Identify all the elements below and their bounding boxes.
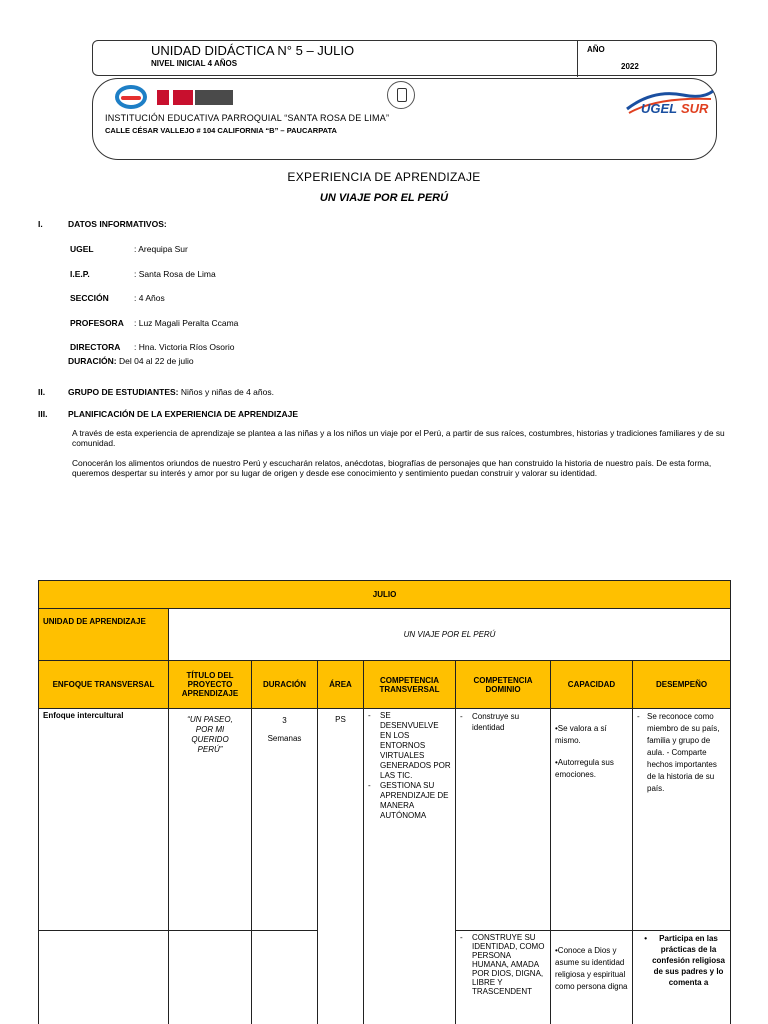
institution-address: CALLE CÉSAR VALLEJO # 104 CALIFORNIA “B” – PAUCARPATA (105, 126, 337, 135)
list-item: - Se reconoce como miembro de su país, familia y grupo de aula. - Comparte hechos importantes de la historia de su país. (637, 712, 720, 793)
section-1-number: I. (38, 219, 43, 229)
capacidad-cell (551, 709, 633, 931)
list-item: - CONSTRUYE SU IDENTIDAD, COMO PERSONA HUMANA, AMADA POR DIOS, DIGNA, LIBRE Y TRASCENDENT (460, 933, 545, 996)
svg-text:SUR: SUR (681, 101, 709, 116)
month-header: JULIO (39, 581, 731, 609)
section-2-heading (38, 387, 274, 397)
ugel-sur-logo-icon (623, 87, 715, 119)
experience-subtitle: UN VIAJE POR EL PERÚ (319, 192, 449, 204)
section-2-number: II. (38, 387, 46, 397)
info-label-seccion: SECCIÓN (70, 293, 109, 303)
area-cell: PS (318, 709, 364, 931)
desempeno-cell-2 (633, 931, 731, 1024)
institution-name: INSTITUCIÓN EDUCATIVA PARROQUIAL “SANTA ROSA DE LIMA” (105, 113, 390, 123)
info-label-iep: I.E.P. (70, 269, 90, 279)
section-2-value: Niños y niñas de 4 años. (178, 387, 274, 397)
duracion-unit: Semanas (267, 734, 302, 743)
comp-dominio-cell (456, 709, 551, 931)
duration-value: Del 04 al 22 de julio (116, 356, 194, 366)
institution-box (92, 78, 717, 160)
section-1-heading (38, 219, 167, 229)
info-value-profesora: : Luz Magali Peralta Ccama (134, 318, 239, 328)
year-value: 2022 (621, 62, 639, 71)
parish-seal-icon (387, 81, 415, 109)
section-3-title: PLANIFICACIÓN DE LA EXPERIENCIA DE APRENDIZAJE (68, 409, 298, 419)
peru-shield-icon (157, 90, 169, 105)
school-logo-icon (115, 85, 147, 109)
empty-cell (252, 931, 318, 1024)
list-item: - Construye su identidad (460, 712, 520, 732)
paragraph-2: Conocerán los alimentos oriundos de nuestro Perú y escucharán relatos, anécdotas, biografías de personajes que han construido la historia de nuestro país. De esta forma, queremos despertar su interés y amor por su lugar de origen y desde ese conocimiento y sentimiento puedan construir y valorar su identidad. (72, 458, 712, 478)
empty-cell (169, 931, 252, 1024)
col-header-titulo: TÍTULO DEL PROYECTO APRENDIZAJE (169, 661, 252, 709)
duracion-cell (252, 709, 318, 931)
info-value-ugel: : Arequipa Sur (134, 244, 188, 254)
unit-header-box (92, 40, 717, 76)
col-header-enfoque: ENFOQUE TRANSVERSAL (39, 661, 169, 709)
section-3-number: III. (38, 409, 48, 419)
desempeno-cell (633, 709, 731, 931)
capacidad-item: •Se valora a sí mismo. (555, 724, 607, 745)
capacidad-item: •Autorregula sus emociones. (555, 758, 614, 779)
enfoque-cell: Enfoque intercultural (39, 709, 169, 931)
unit-level: NIVEL INICIAL 4 AÑOS (151, 59, 238, 68)
duration-line (68, 356, 194, 366)
col-header-capacidad: CAPACIDAD (551, 661, 633, 709)
info-label-ugel: UGEL (70, 244, 94, 254)
empty-cell (39, 931, 169, 1024)
capacidad-cell-2: •Conoce a Dios y asume su identidad religiosa y espiritual como persona digna (551, 931, 633, 1024)
col-header-comp-dominio: COMPETENCIA DOMINIO (456, 661, 551, 709)
unit-label-cell: UNIDAD DE APRENDIZAJE (39, 609, 169, 661)
header-divider (577, 41, 578, 77)
year-label: AÑO (587, 45, 605, 54)
ministry-grey-block (195, 90, 233, 105)
info-label-directora: DIRECTORA (70, 342, 121, 352)
section-1-title: DATOS INFORMATIVOS: (68, 219, 167, 229)
peru-red-block (173, 90, 193, 105)
section-2-title: GRUPO DE ESTUDIANTES: (68, 387, 179, 397)
comp-dominio-cell-2 (456, 931, 551, 1024)
col-header-comp-transversal: COMPETENCIA TRANSVERSAL (364, 661, 456, 709)
info-label-profesora: PROFESORA (70, 318, 124, 328)
experience-title: EXPERIENCIA DE APRENDIZAJE (287, 170, 481, 184)
duracion-number: 3 (282, 716, 287, 725)
list-item: - SE DESENVUELVE EN LOS ENTORNOS VIRTUALES GENERADOS POR LAS TIC. (368, 711, 451, 780)
list-item: - GESTIONA SU APRENDIZAJE DE MANERA AUTÓNOMA (368, 781, 449, 820)
section-3-heading (38, 409, 298, 419)
empty-cell (364, 931, 456, 1024)
peru-ministry-logo-icon (157, 90, 233, 105)
titulo-cell: “UN PASEO, POR MI QUERIDO PERÚ” (169, 709, 252, 931)
empty-cell (318, 931, 364, 1024)
col-header-desempeno: DESEMPEÑO (633, 661, 731, 709)
info-value-iep: : Santa Rosa de Lima (134, 269, 216, 279)
svg-text:UGEL: UGEL (641, 101, 678, 116)
table-row (39, 709, 731, 931)
info-value-directora: : Hna. Victoria Ríos Osorio (134, 342, 235, 352)
col-header-area: ÁREA (318, 661, 364, 709)
planning-table (38, 580, 731, 1024)
paragraph-1: A través de esta experiencia de aprendizaje se plantea a las niñas y a los niños un viaje por el Perú, a partir de sus raíces, costumbres, historias y tradiciones familiares y de su comunidad. (72, 428, 725, 448)
duration-label: DURACIÓN: (68, 356, 117, 366)
col-header-duracion: DURACIÓN (252, 661, 318, 709)
info-value-seccion: : 4 Años (134, 293, 165, 303)
unit-title: UNIDAD DIDÁCTICA N° 5 – JULIO (151, 43, 355, 58)
unit-value-cell: UN VIAJE POR EL PERÚ (169, 609, 731, 661)
table-row (39, 931, 731, 1024)
comp-transversal-cell (364, 709, 456, 931)
list-item: • Participa en las prácticas de la confesión religiosa de sus padres y lo comenta a (644, 934, 725, 987)
